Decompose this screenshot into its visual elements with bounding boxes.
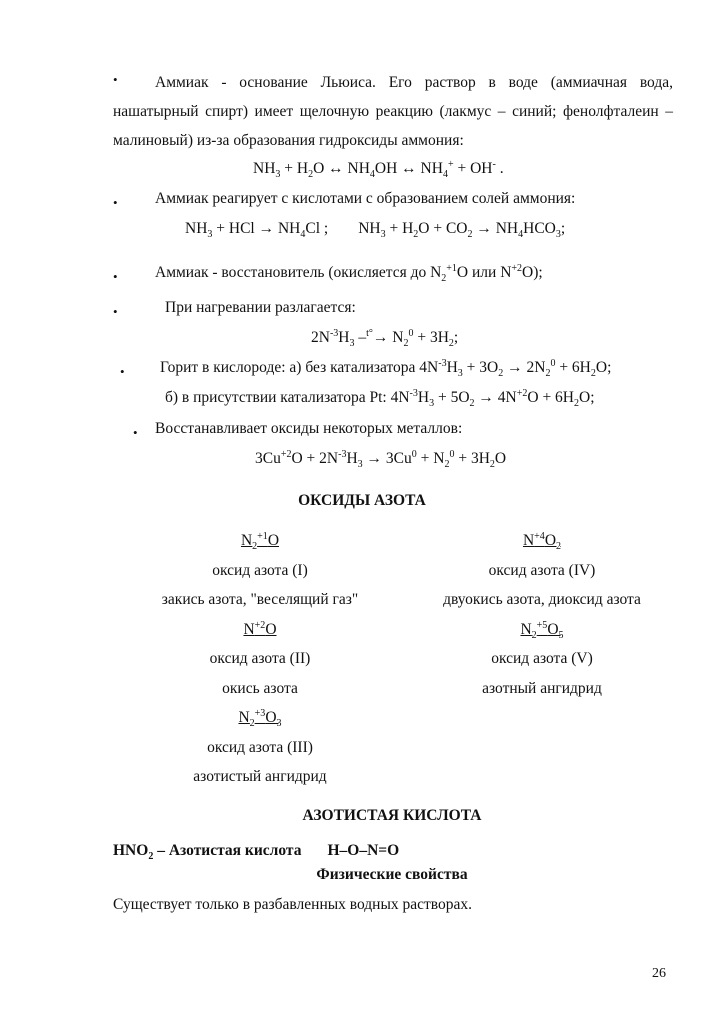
oxide-name: оксид азота (III) xyxy=(207,738,313,756)
bullet: • xyxy=(113,195,118,210)
oxide-description: окись азота xyxy=(222,679,298,697)
heading-nitrogen-oxides: ОКСИДЫ АЗОТА xyxy=(298,492,426,509)
oxide-description: закись азота, "веселящий газ" xyxy=(161,591,359,608)
subheading-physical-properties: Физические свойства xyxy=(316,866,468,883)
text-line: Аммиак - основание Льюиса. Его раствор в воде (аммиачная вода, xyxy=(155,74,673,91)
equation-copper-reduction: $3Cu^{+2}O + 2N^{-3}H_3 \to 3Cu^0 + N_2^0 + 3H_2O$ xyxy=(255,448,507,471)
page-number: 26 xyxy=(652,966,666,981)
paragraph-ammonia-acids: Аммиак реагирует с кислотами с образованием солей аммония: xyxy=(155,190,576,207)
bullet: • xyxy=(113,304,118,319)
oxide-description: двуокись азота, диоксид азота xyxy=(443,591,641,608)
formula-n2o3: $N_2^{+3}O_3$ xyxy=(238,707,282,730)
paragraph-decomposition: При нагревании разлагается: xyxy=(165,299,356,316)
acid-formula-line: $HNO_2$ – Азотистая кислота H–O–N=O xyxy=(113,842,400,863)
heading-nitrous-acid: АЗОТИСТАЯ КИСЛОТА xyxy=(302,807,482,824)
text-line: нашатырный спирт) имеет щелочную реакцию (лакмус – синий; xyxy=(113,103,557,120)
formula-n2o: $N_2^{+1}O$ xyxy=(240,530,280,553)
oxide-description: азотистый ангидрид xyxy=(193,768,327,785)
formula-n2o5: $N_2^{+5}O_5$ xyxy=(520,619,564,641)
formula-no: $N^{+2}O$ xyxy=(243,619,277,638)
oxide-description: азотный ангидрид xyxy=(482,679,602,697)
paragraph-metal-oxides: Восстанавливает оксиды некоторых металлов: xyxy=(155,420,463,437)
bullet: • xyxy=(113,269,118,284)
paragraph-ammonia-lewis-base xyxy=(113,68,673,155)
text-line: фенолфталеин – малиновый) из-за образования гидроксиды аммония: xyxy=(113,103,674,149)
paragraph-combustion-b: б) в присутствии катализатора Pt: $4N^{-3}H_3 + 5O_2 \to 4N^{+2}O + 6H_2O$; xyxy=(165,387,595,410)
equation-decomposition: $2N^{-3}H_3$ $-^{t^\circ}\to N_2^0 + 3H_2$; xyxy=(311,327,459,350)
oxide-name: оксид азота (II) xyxy=(209,650,311,667)
paragraph-physical-properties: Существует только в разбавленных водных растворах. xyxy=(113,896,473,913)
oxide-name: оксид азота (IV) xyxy=(488,561,596,579)
acid-structure: H–O–N=O xyxy=(327,842,400,859)
paragraph-ammonia-reducer: Аммиак - восстановитель (окисляется до $N_2^{+1}O$ или $N^{+2}O$); xyxy=(155,262,543,285)
bullet: • xyxy=(120,364,125,379)
formula-no2: $N^{+4}O_2$ xyxy=(522,530,562,553)
equation-ammonia-water: $NH_3 + H_2O$ ↔ $NH_4OH$ ↔ $NH_4^+ + OH^-$ . xyxy=(253,158,504,181)
bullet: • xyxy=(113,72,118,87)
oxide-name: оксид азота (V) xyxy=(491,650,593,667)
bullet: • xyxy=(133,425,138,440)
paragraph-combustion-a: Горит в кислороде: а) без катализатора $4N^{-3}H_3 + 3O_2 \to 2N_2^0 + 6H_2O$; xyxy=(160,357,612,380)
oxides-right-column xyxy=(392,526,692,703)
oxides-left-column xyxy=(110,526,410,792)
equation-ammonium-salts: $NH_3$ + HCl → $NH_4Cl$ ; $NH_3 + H_2O + CO_2 \to NH_4HCO_3$; xyxy=(185,220,566,241)
oxide-name: оксид азота (I) xyxy=(212,561,308,579)
